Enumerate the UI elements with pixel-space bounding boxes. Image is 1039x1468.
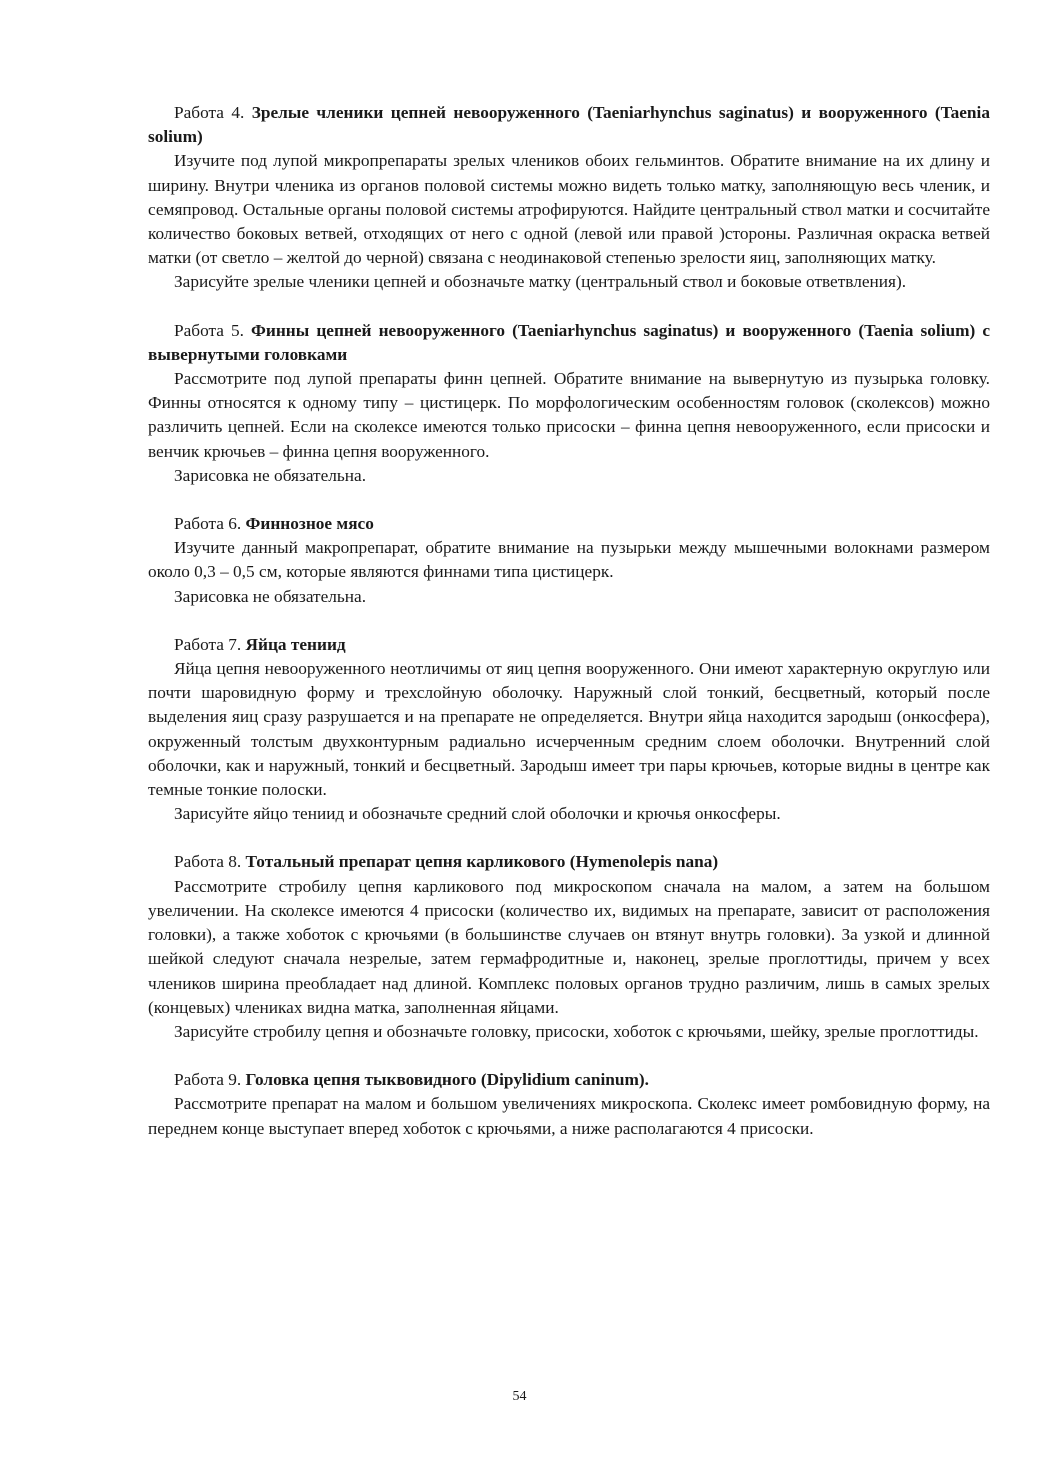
work-6-paragraph-1: Изучите данный макропрепарат, обратите внимание на пузырьки между мышечными волокнами размером около 0,3 – 0,5 см, которые являются финнами типа цистицерк.: [148, 538, 990, 582]
work-6-heading: [148, 512, 990, 536]
work-5-paragraph-1: Рассмотрите под лупой препараты финн цепней. Обратите внимание на вывернутую из пузырька головку. Финны относятся к одному типу – цистицерк. По морфологическим особенностям головок (сколексов) можно различить цепней. Если на сколексе имеются только присоски – финна цепня невооруженного, если присоски и венчик крючьев – финна цепня вооруженного.: [148, 369, 990, 461]
work-7-label: Работа 7.: [174, 634, 242, 654]
work-6-paragraph-2: Зарисовка не обязательна.: [174, 586, 367, 606]
work-9-title: Головка цепня тыквовидного (Dipylidium caninum).: [245, 1070, 649, 1090]
work-9-section: [148, 1068, 990, 1141]
work-8-paragraph-1: Рассмотрите стробилу цепня карликового под микроскопом сначала на малом, а затем на большом увеличении. На сколексе имеются 4 присоски (количество их, видимых на препарате, зависит от расположения головки), а также хоботок с крючьями (в большинстве случаев он втянут внутрь головки). За узкой и длинной шейкой следуют сначала незрелые, затем гермафродитные и, наконец, зрелые проглоттиды, причем у всех члеников ширина преобладает над длиной. Комплекс половых органов трудно различим, лишь в самых зрелых (концевых) члениках видна матка, заполненная яйцами.: [148, 876, 990, 1017]
work-4-title: Зрелые членики цепней невооруженного (Taeniarhynchus saginatus) и вооруженного (Taenia solium): [148, 103, 990, 147]
work-8-title: Тотальный препарат цепня карликового (Hymenolepis nana): [245, 852, 719, 872]
work-9-paragraph-1: Рассмотрите препарат на малом и большом увеличениях микроскопа. Сколекс имеет ромбовидную форму, на переднем конце выступает вперед хоботок с крючьями, а ниже располагаются 4 присоски.: [148, 1094, 990, 1138]
work-4-paragraph-1: Изучите под лупой микропрепараты зрелых члеников обоих гельминтов. Обратите внимание на их длину и ширину. Внутри членика из органов половой системы можно видеть только матку, заполняющую весь членик, и семяпровод. Остальные органы половой системы атрофируются. Найдите центральный ствол матки и сосчитайте количество боковых ветвей, отходящих от него с одной (левой или правой )стороны. Различная окраска ветвей матки (от светло – желтой до черной) связана с неодинаковой степенью зрелости яиц, заполняющих матку.: [148, 151, 990, 268]
document-page: [148, 101, 990, 1141]
work-5-section: [148, 319, 990, 488]
work-9-heading: [148, 1068, 990, 1092]
work-6-section: [148, 512, 990, 609]
work-6-label: Работа 6.: [174, 514, 242, 534]
work-8-label: Работа 8.: [174, 852, 242, 872]
work-4-label: Работа 4.: [174, 103, 245, 122]
work-8-heading: [148, 850, 990, 874]
work-8-paragraph-2: Зарисуйте стробилу цепня и обозначьте головку, присоски, хоботок с крючьями, шейку, зрелые проглоттиды.: [174, 1021, 979, 1041]
work-5-label: Работа 5.: [174, 320, 244, 340]
work-8-section: [148, 850, 990, 1044]
work-7-title: Яйца тениид: [245, 634, 346, 654]
work-7-section: [148, 633, 990, 827]
work-7-heading: [148, 633, 990, 657]
work-5-title: Финны цепней невооруженного (Taeniarhynchus saginatus) и вооруженного (Taenia solium) с вывернутыми головками: [148, 320, 991, 364]
work-6-title: Финнозное мясо: [245, 514, 374, 534]
work-4-section: [148, 101, 990, 295]
work-7-paragraph-1: Яйца цепня невооруженного неотличимы от яиц цепня вооруженного. Они имеют характерную округлую или почти шаровидную форму и трехслойную оболочку. Наружный слой тонкий, бесцветный, который после выделения яиц сразу разрушается и на препарате не определяется. Внутри яйца находится зародыш (онкосфера), окруженный толстым двухконтурным радиально исчерченным средним слоем оболочки. Внутренний слой оболочки, как и наружный, тонкий и бесцветный. Зародыш имеет три пары крючьев, которые видны в центре как темные тонкие полоски.: [148, 659, 990, 800]
page-number: 54: [512, 1389, 527, 1404]
work-4-paragraph-2: Зарисуйте зрелые членики цепней и обозначьте матку (центральный ствол и боковые ответвления).: [174, 272, 907, 292]
work-7-paragraph-2: Зарисуйте яйцо тениид и обозначьте средний слой оболочки и крючья онкосферы.: [174, 804, 781, 824]
work-9-label: Работа 9.: [174, 1070, 242, 1090]
work-4-heading: [148, 101, 990, 149]
work-5-paragraph-2: Зарисовка не обязательна.: [174, 465, 367, 485]
work-5-heading: [148, 319, 990, 367]
